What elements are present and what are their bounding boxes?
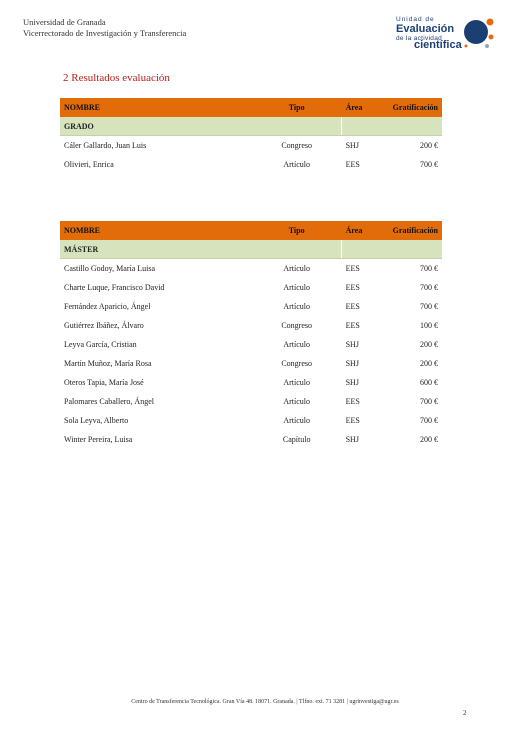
cell-gratificacion: 700 € xyxy=(420,264,438,273)
vicerrectorado-name: Vicerrectorado de Investigación y Transferencia xyxy=(23,28,187,38)
cell-name: Castillo Godoy, María Luisa xyxy=(64,264,156,273)
cell-gratificacion: 700 € xyxy=(420,397,438,406)
col-header-tipo: Tipo xyxy=(252,221,342,240)
cell-gratificacion: 600 € xyxy=(420,378,438,387)
group-row xyxy=(60,240,442,259)
table-row xyxy=(60,430,442,449)
cell-name: Leyva García, Cristian xyxy=(64,340,137,349)
cell-tipo: Artículo xyxy=(283,397,311,406)
cell-area: EES xyxy=(345,160,360,169)
cell-area: EES xyxy=(345,397,360,406)
page-footer: Centro de Transferencia Tecnológica. Gran Vía 48. 18071. Granada. | Tlfno. ext. 71 3281 | ugrinvestiga@ugr.es xyxy=(131,699,399,705)
cell-name: Martín Muñoz, María Rosa xyxy=(64,359,152,368)
cell-gratificacion: 100 € xyxy=(420,321,438,330)
table-row xyxy=(60,392,442,411)
cell-name: Olivieri, Enrica xyxy=(64,160,114,169)
cell-area: SHJ xyxy=(345,141,359,150)
cell-gratificacion: 200 € xyxy=(420,435,438,444)
table-row xyxy=(60,259,442,279)
col-header-gratificacion: Gratificación xyxy=(389,221,442,240)
cell-name: Charte Luque, Francisco David xyxy=(64,283,165,292)
cell-area: EES xyxy=(345,283,360,292)
cell-tipo: Artículo xyxy=(283,264,311,273)
cell-name: Gutiérrez Ibáñez, Álvaro xyxy=(64,321,144,330)
col-header-tipo: Tipo xyxy=(252,98,342,117)
cell-area: EES xyxy=(345,302,360,311)
cell-name: Cáler Gallardo, Juan Luis xyxy=(64,141,147,150)
page-number: 2 xyxy=(463,709,467,717)
cell-gratificacion: 700 € xyxy=(420,416,438,425)
table-row xyxy=(60,354,442,373)
cell-gratificacion: 200 € xyxy=(420,359,438,368)
table-row xyxy=(60,316,442,335)
results-table-grado xyxy=(60,98,442,174)
cell-tipo: Capítulo xyxy=(282,435,311,444)
cell-name: Sola Leyva, Alberto xyxy=(64,416,129,425)
cell-gratificacion: 700 € xyxy=(420,283,438,292)
table-header-row xyxy=(60,98,442,117)
cell-tipo: Artículo xyxy=(283,340,311,349)
table-row xyxy=(60,335,442,354)
cell-tipo: Artículo xyxy=(283,160,311,169)
cell-gratificacion: 200 € xyxy=(420,141,438,150)
cell-tipo: Congreso xyxy=(281,321,313,330)
cell-gratificacion: 700 € xyxy=(420,160,438,169)
group-label: MÁSTER xyxy=(60,240,342,259)
university-name: Universidad de Granada xyxy=(23,17,106,27)
logo-small-text: Unidad de xyxy=(396,16,435,23)
table-row xyxy=(60,155,442,174)
cell-tipo: Artículo xyxy=(283,302,311,311)
group-row xyxy=(60,117,442,136)
table-row xyxy=(60,373,442,392)
section-title: 2 Resultados evaluación xyxy=(63,72,170,84)
cell-gratificacion: 200 € xyxy=(420,340,438,349)
cell-name: Palomares Caballero, Ángel xyxy=(64,397,154,406)
cell-area: SHJ xyxy=(345,435,359,444)
col-header-area: Área xyxy=(342,221,389,240)
cell-area: SHJ xyxy=(345,359,359,368)
logo-big-text: Evaluación xyxy=(396,23,455,35)
cell-area: SHJ xyxy=(345,340,359,349)
cell-name: Fernández Aparicio, Ángel xyxy=(64,302,151,311)
logo-big-text-2: científica xyxy=(414,39,462,51)
col-header-gratificacion: Gratificación xyxy=(389,98,442,117)
cell-tipo: Artículo xyxy=(283,283,311,292)
table-header-row xyxy=(60,221,442,240)
unit-logo xyxy=(396,16,496,50)
cell-area: EES xyxy=(345,416,360,425)
cell-area: EES xyxy=(345,264,360,273)
group-label: GRADO xyxy=(60,117,342,136)
cell-area: SHJ xyxy=(345,378,359,387)
logo-circles-icon xyxy=(460,16,496,50)
col-header-name: NOMBRE xyxy=(60,98,252,117)
cell-tipo: Congreso xyxy=(281,141,313,150)
table-row xyxy=(60,297,442,316)
col-header-area: Área xyxy=(342,98,389,117)
cell-area: EES xyxy=(345,321,360,330)
results-table-master xyxy=(60,221,442,449)
institution-header xyxy=(23,17,186,39)
cell-tipo: Artículo xyxy=(283,416,311,425)
cell-gratificacion: 700 € xyxy=(420,302,438,311)
logo-mid-text: de la actividad xyxy=(396,35,443,42)
table-row xyxy=(60,136,442,156)
cell-name: Winter Pereira, Luisa xyxy=(64,435,133,444)
col-header-name: NOMBRE xyxy=(60,221,252,240)
cell-name: Oteros Tapia, María José xyxy=(64,378,144,387)
cell-tipo: Artículo xyxy=(283,378,311,387)
table-row xyxy=(60,278,442,297)
table-row xyxy=(60,411,442,430)
cell-tipo: Congreso xyxy=(281,359,313,368)
